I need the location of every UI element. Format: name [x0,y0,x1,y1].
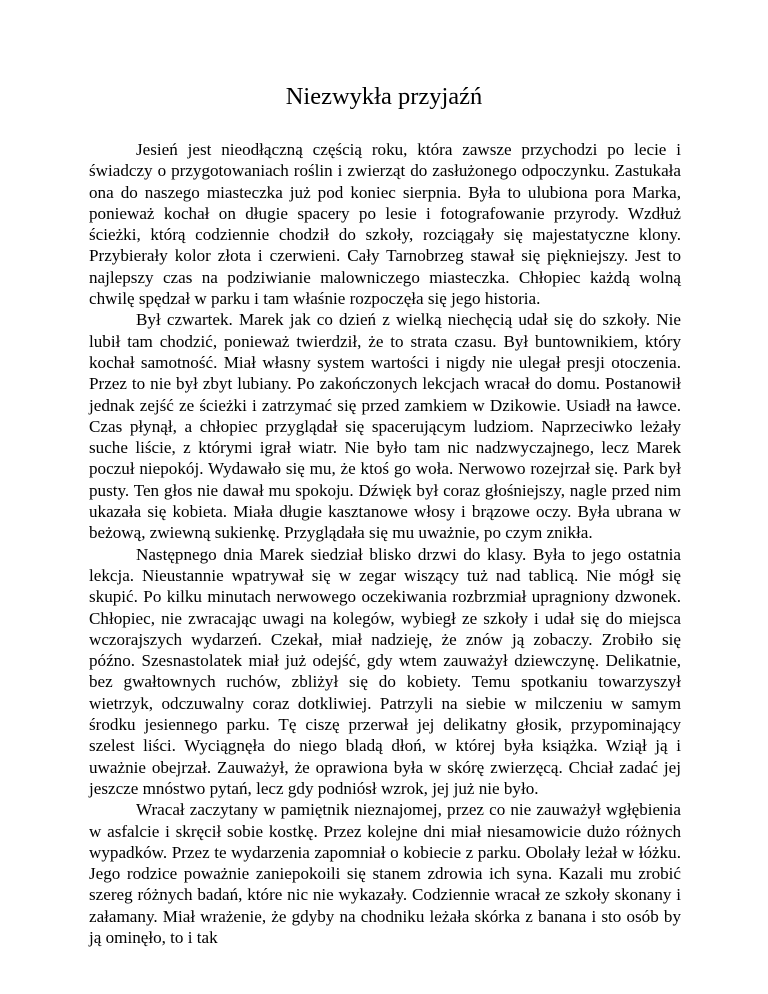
document-body [89,139,681,948]
document-title: Niezwykła przyjaźń [285,83,483,110]
paragraph: Następnego dnia Marek siedział blisko drzwi do klasy. Była to jego ostatnia lekcja. Nieustannie wpatrywał się w zegar wiszący tuż nad tablicą. Nie mógł się skupić. Po kilku minutach nerwowego oczekiwania rozbrzmiał upragniony dzwonek. Chłopiec, nie zwracając uwagi na kolegów, wybiegł ze szkoły i udał się do miejsca wczorajszych wydarzeń. Czekał, miał nadzieję, że znów ją zobaczy. Zrobiło się późno. Szesnastolatek miał już odejść, gdy wtem zauważył dziewczynę. Delikatnie, bez gwałtownych ruchów, zbliżył się do kobiety. Temu spotkaniu towarzyszył wietrzyk, odczuwalny coraz dotkliwiej. Patrzyli na siebie w milczeniu w samym środku jesiennego parku. Tę ciszę przerwał jej delikatny głosik, przypominający szelest liści. Wyciągnęła do niego bladą dłoń, w której była książka. Wziął ją i uważnie obejrzał. Zauważył, że oprawiona była w skórę zwierzęcą. Chciał zadać jej jeszcze mnóstwo pytań, lecz gdy podniósł wzrok, jej już nie było. [89,544,681,798]
paragraph: Wracał zaczytany w pamiętnik nieznajomej, przez co nie zauważył wgłębienia w asfalcie i skręcił sobie kostkę. Przez kolejne dni miał niesamowicie dużo różnych wypadków. Przez te wydarzenia zapomniał o kobiecie z parku. Obolały leżał w łóżku. Jego rodzice poważnie zaniepokoili się stanem zdrowia ich syna. Kazali mu zrobić szereg różnych badań, które nic nie wykazały. Codziennie wracał ze szkoły skonany i załamany. Miał wrażenie, że gdyby na chodniku leżała skórka z banana i sto osób by ją ominęło, to i tak [89,800,681,947]
paragraph: Był czwartek. Marek jak co dzień z wielką niechęcią udał się do szkoły. Nie lubił tam chodzić, ponieważ twierdził, że to strata czasu. Był buntownikiem, który kochał samotność. Miał własny system wartości i nigdy nie ulegał presji otoczenia. Przez to nie był zbyt lubiany. Po zakończonych lekcjach wracał do domu. Postanowił jednak zejść ze ścieżki i zatrzymać się przed zamkiem w Dzikowie. Usiadł na ławce. Czas płynął, a chłopiec przyglądał się spacerującym ludziom. Naprzeciwko leżały suche liście, z którymi igrał wiatr. Nie było tam nic nadzwyczajnego, lecz Marek poczuł niepokój. Wydawało się mu, że ktoś go woła. Nerwowo rozejrzał się. Park był pusty. Ten głos nie dawał mu spokoju. Dźwięk był coraz głośniejszy, nagle przed nim ukazała się kobieta. Miała długie kasztanowe włosy i brązowe oczy. Była ubrana w beżową, zwiewną sukienkę. Przyglądała się mu uważnie, po czym znikła. [89,310,681,543]
paragraph: Jesień jest nieodłączną częścią roku, która zawsze przychodzi po lecie i świadczy o przygotowaniach roślin i zwierząt do zasłużonego odpoczynku. Zastukała ona do naszego miasteczka już pod koniec sierpnia. Była to ulubiona pora Marka, ponieważ kochał on długie spacery po lesie i fotografowanie przyrody. Wzdłuż ścieżki, którą codziennie chodził do szkoły, rozciągały się majestatyczne klony. Przybierały kolor złota i czerwieni. Cały Tarnobrzeg stawał się piękniejszy. Jest to najlepszy czas na podziwianie malowniczego miasteczka. Chłopiec każdą wolną chwilę spędzał w parku i tam właśnie rozpoczęła się jego historia. [89,140,681,309]
